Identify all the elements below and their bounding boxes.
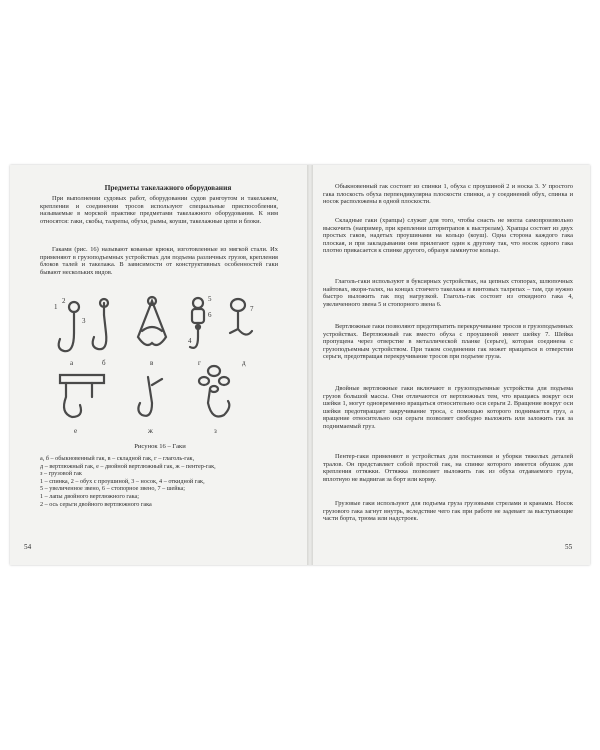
figure-letter-g: г (198, 359, 201, 367)
legend-line: 1 – лапы двойного вертлюжного гака; (40, 492, 140, 500)
hook-zh-drawing (138, 377, 162, 416)
legend-line: з – грузовой гак (40, 470, 82, 478)
legend-line: 5 – увеличенное звено, 6 – стопорное звено, 7 – шейка; (40, 485, 185, 493)
paragraph-swivel-hooks: Вертлюжные гаки позволяют предотвратить перекручивание тросов в грузоподъемных устройствах. Вертлюжный гак вместо обуха с проушиной имеет шейку 7. Шейка пропущена через отверстие в металлической планке (серьге), которая соединена с грузоподъемным устройством. При таком соединении гак может вращаться в отверстии серьги, предотвращая перекручивание тросов при подъеме груза. (323, 323, 573, 361)
figure-legend (40, 455, 275, 508)
hook-e-drawing (60, 375, 104, 417)
paragraph-intro: При выполнении судовых работ, оборудовании судов рангоутом и такелажем, креплении и соединении тросов используют специальные приспособления, называемые в морской практике предметами такелажного оборудования. К ним относятся: гаки, скобы, талрепы, обухи, рымы, коуши, такелажные цепи и блоки. (40, 195, 278, 225)
figure-caption: Рисунок 16 – Гаки (134, 443, 186, 450)
left-page (10, 165, 307, 565)
paragraph-hooks: Гаками (рис. 16) называют кованые крюки, изготовленные из мягкой стали. Их применяют в грузоподъемных устройствах для подъема различных грузов, крепления блоков талей и такелажа. В зависимости от конструктивных особенностей гаки бывают нескольких видов. (40, 246, 278, 276)
paragraph-folding-hooks: Складные гаки (храпцы) служат для того, чтобы снасть не могла самопроизвольно выскочить (например, при креплении штормтрапов к выстрелам). Храпцы состоят из двух простых гаков, надетых проушинами на кольцо (коуш). Одна сторона каждого гака плоская, и при закладывании они прилегают один к другому так, что носок одного гака плотно прикасается к спинке другого, образуя замкнутое кольцо. (323, 217, 573, 255)
figure-number-4: 4 (188, 337, 192, 345)
hook-g-drawing (190, 298, 204, 348)
hooks-figure (52, 293, 270, 438)
figure-letter-b: б (102, 359, 106, 367)
figure-letter-z: з (214, 427, 217, 435)
figure-letter-a: а (70, 359, 74, 367)
figure-letter-v: в (150, 359, 154, 367)
page-number-left: 54 (24, 543, 32, 551)
paragraph-glagol-hooks: Глаголь-гаки используют в буксирных устройствах, на цепных стопорах, шлюпочных найтовах, якоря-талях, на концах стоячего такелажа и винтовых талрепах – там, где нужно быстро выложить гак под нагрузкой. Глаголь-гак состоит из откидного гака 4, увеличенного звена 5 и стопорного звена 6. (323, 278, 573, 308)
figure-number-7: 7 (250, 305, 254, 313)
paragraph-penter-hooks: Пентер-гаки применяют в устройствах для постановки и уборки тяжелых деталей тралов. Он представляет собой простой гак, на спинке которого имеется обушок для крепления оттяжки. Оттяжка позволяет выложить гак из обуха отдаваемого груза, вплотную не выдвигая за борт или корму. (323, 453, 573, 483)
figure-letter-e: е (74, 427, 78, 435)
hook-b-drawing (93, 299, 108, 349)
legend-line: а, б – обыкновенный гак, в – складной гак, г – глаголь-гак, (40, 455, 195, 462)
figure-letter-d: д (242, 359, 246, 367)
page-number-right: 55 (565, 543, 573, 551)
hook-v-drawing (138, 297, 166, 345)
hooks-illustration (52, 293, 270, 438)
figure-number-5: 5 (208, 295, 212, 303)
legend-line: 2 – ось серьги двойного вертлюжного гака (40, 500, 152, 508)
legend-line: 1 – спинка, 2 – обух с проушиной, 3 – носок, 4 – откидной гак, (40, 477, 205, 485)
right-page (313, 165, 590, 565)
hook-z-drawing (199, 366, 229, 417)
legend-line: д – вертлюжный гак, е – двойной вертлюжный гак, ж – пентер-гак, (40, 462, 216, 470)
paragraph-cargo-hooks: Грузовые гаки используют для подъема груза грузовыми стрелами и кранами. Носок грузового гака загнут внутрь, вследствие чего гак при работе не задевает за выступающие части борта, трюма или надстроек. (323, 500, 573, 523)
hook-a-drawing (59, 302, 79, 351)
section-title: Предметы такелажного оборудования (104, 183, 232, 192)
figure-letter-zh: ж (148, 427, 153, 435)
figure-number-2: 2 (62, 297, 66, 305)
paragraph-double-swivel-hooks: Двойные вертлюжные гаки включают в грузоподъемные устройства для подъема грузов большой массы. Они отличаются от вертлюжных тем, что вращаясь вокруг оси шейки 1, могут одновременно вращаться относительно оси серьги 2. Вращение вокруг оси шейки предотвращает закручивание троса, с помощью которого поднимается груз, а вращение относительно оси серьги позволяет свободно выложить или заложить гак за поднимаемый груз. (323, 385, 573, 430)
figure-number-1: 1 (54, 303, 58, 311)
paragraph-ordinary-hook: Обыкновенный гак состоит из спинки 1, обуха с проушиной 2 и носка 3. У простого гака плоскость обуха перпендикулярна плоскости спинки, а у соединений обух, спинка и носок расположены в одной плоскости. (323, 183, 573, 206)
hook-d-drawing (230, 299, 252, 335)
figure-number-6: 6 (208, 311, 212, 319)
book-spread (10, 165, 590, 565)
figure-number-3: 3 (82, 317, 86, 325)
